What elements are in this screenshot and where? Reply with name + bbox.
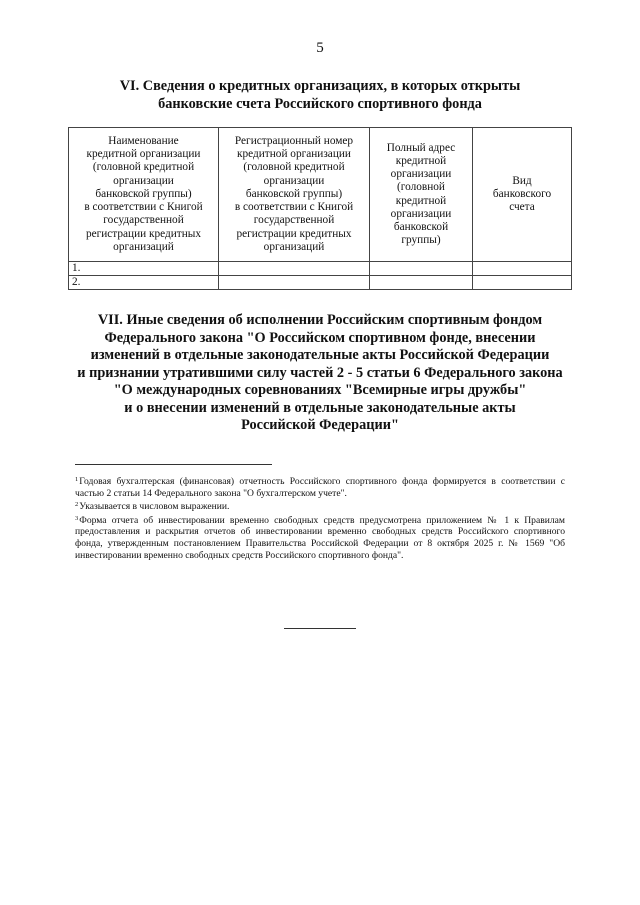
table-header-row: [69, 128, 572, 262]
header-line: организаций: [113, 240, 174, 253]
header-line: в соответствии с Книгой: [84, 201, 203, 214]
header-line: (головной кредитной: [92, 161, 195, 174]
header-line: группы): [401, 234, 441, 247]
footnote-separator: [75, 464, 272, 465]
footnote-text: Годовая бухгалтерская (финансовая) отчетность Российского спортивного фонда формируется в соответствии с частью 2 статьи 14 Федерального закона "О бухгалтерском учете".: [75, 476, 565, 499]
table-cell: [219, 276, 370, 290]
credit-organizations-table: [68, 127, 572, 290]
title-line: Российской Федерации": [241, 417, 399, 433]
header-line: регистрации кредитных: [236, 227, 352, 240]
header-line: регистрации кредитных: [85, 227, 202, 240]
header-account-type: [473, 128, 572, 262]
title-line: и о внесении изменений в отдельные законодательные акты: [124, 399, 516, 416]
section-6-title: [70, 78, 570, 113]
footnote-mark: 1: [75, 476, 79, 483]
header-line: Полный адрес: [386, 141, 456, 154]
header-org-name: [69, 128, 219, 262]
header-line: (головной: [397, 181, 445, 194]
header-line: банковского: [492, 187, 552, 200]
header-line: кредитной организации: [237, 148, 351, 161]
footnote-mark: 3: [75, 514, 79, 522]
section-7-title: [70, 312, 570, 435]
header-line: банковской: [393, 220, 449, 233]
header-line: организации: [390, 207, 452, 220]
table-cell: [370, 276, 473, 290]
header-line: организации: [263, 174, 325, 187]
header-line: государственной: [253, 214, 335, 227]
title-line: изменений в отдельные законодательные акты Российской Федерации: [90, 347, 550, 363]
footnote: [75, 474, 565, 499]
header-line: кредитной организации: [86, 148, 201, 161]
page-number: 5: [316, 40, 324, 56]
header-line: кредитной: [395, 194, 447, 207]
table-cell: [473, 276, 572, 290]
table-cell: [370, 262, 473, 276]
end-of-document-line: [284, 628, 356, 629]
header-line: государственной: [103, 214, 184, 227]
title-line: Федерального закона "О Российском спортивном фонде, внесении: [104, 329, 536, 346]
table-row: [69, 262, 572, 276]
table-cell: [473, 262, 572, 276]
footnote-text: Указывается в числовом выражении.: [79, 501, 230, 513]
table-cell: [219, 262, 370, 276]
table-cell: 1.: [69, 262, 219, 276]
header-line: банковской группы): [95, 187, 192, 200]
title-line: и признании утратившими силу частей 2 - 5 статьи 6 Федерального закона: [77, 364, 563, 381]
title-line: VII. Иные сведения об исполнении Российским спортивным фондом: [97, 312, 543, 328]
header-line: Вид: [512, 174, 532, 187]
footnotes: [75, 474, 565, 561]
header-full-address: [370, 128, 473, 262]
header-reg-number: [219, 128, 370, 262]
table-cell: 2.: [69, 276, 219, 290]
footnote-mark: 2: [75, 501, 79, 509]
title-line: банковские счета Российского спортивного фонда: [158, 95, 482, 112]
title-line: VI. Сведения о кредитных организациях, в которых открыты: [119, 78, 521, 94]
header-line: счета: [509, 201, 535, 214]
header-line: (головной кредитной: [243, 161, 345, 174]
header-line: Наименование: [108, 135, 179, 148]
footnote: [75, 499, 565, 513]
header-line: кредитной: [395, 154, 447, 167]
header-line: Регистрационный номер: [234, 135, 354, 148]
header-line: организаций: [263, 240, 325, 253]
header-line: организации: [113, 174, 174, 187]
footnote-text: Форма отчета об инвестировании временно свободных средств предусмотрена приложением № 1 к Правилам предоставления и раскрытия отчетов об инвестировании временно свободных средств Российского спортивного фонда, утвержденным постановлением Правительства Российской Федерации от 8 октября 2025 г. № 1569 "Об инвестировании временно свободных средств Российского спортивного фонда".: [75, 514, 565, 561]
title-line: "О международных соревнованиях "Всемирные игры дружбы": [113, 382, 527, 398]
header-line: банковской группы): [245, 187, 343, 200]
header-line: в соответствии с Книгой: [234, 201, 354, 214]
table-row: [69, 276, 572, 290]
footnote: [75, 513, 565, 561]
header-line: организации: [390, 168, 452, 181]
